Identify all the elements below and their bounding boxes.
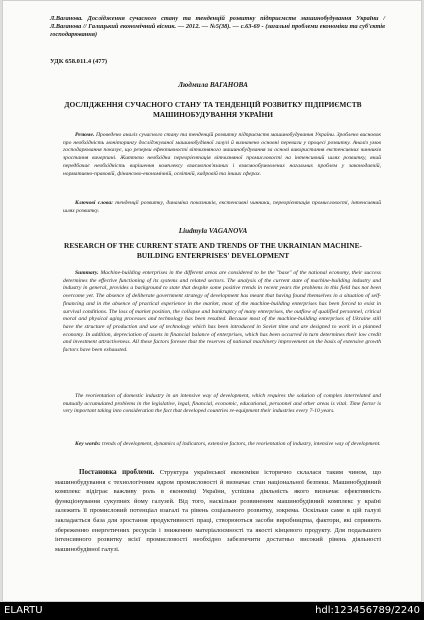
- english-keywords: [63, 441, 381, 449]
- english-author: Liudmyla VAGANOVA: [178, 227, 248, 235]
- english-keywords-text: trends of development, dynamics of indicators, extensive factors, the reorientation of industry, intensive way of development.: [102, 441, 381, 447]
- abstract-text: Проведено аналіз сучасного стану та тенденцій розвитку підприємств машинобудування України. Зроблено висновок про необхідність моніторингу досліджуваної машинобудівної галузі й визначено основні переваги у процесі розвитку. Аналіз умов господарювання показує, що резерви ефективності вітчизняного машинобудування за основі використання екстенсивних чинників зростання вичерпані. Життєво необхідна переорієнтація вітчизняної промисловості на інтенсивний шлях розвитку, який передбачає необхідність вирішення комплексу взаємопов'язаних і взаємообумовлених нагальних проблем у законодавчій, нормативно-правовій, фінансово-економічній, освітній, кадровій та інших сферах.: [63, 132, 381, 177]
- keywords-label: Ключові слова:: [75, 200, 114, 206]
- abstract-label: Резюме.: [75, 132, 95, 138]
- summary-text-p1: Machine-building enterprises in the different areas are considered to be the "base" of the national economy, their success determines the effective functioning of its systems and related sectors. The analysis of the current state of machine-building industry and industry in general, provides a background to state that despite some positive trends in recent years the problems in this field has not been overcome yet. The absence of deliberate government strategy of development has meant that having found themselves in a situation of self-financing and in the absence of practical experience in the market, most of the machine-building enterprises has been forced to exist in survival conditions. The loss of market position, the collapse and bankruptcy of many enterprises, the outflow of qualified personnel, critical moral and physical aging processes and technology has been resulted. Because most of the machine-building enterprises of Ukraine still have the structure of production and use of technology which has been introduced in Soviet time and are designed to work in a planned economy. In addition, depreciation of assets in financial balance of enterprises, which has been occurred in turn determines their low credit and investment attractiveness. All these factors foresee that the reserves of national machinery improvement on the basis of extensive growth factors have been exhausted.: [63, 270, 381, 354]
- footer-repository: ELARTU: [4, 605, 43, 616]
- ukrainian-keywords: [63, 200, 381, 215]
- ukrainian-abstract: [63, 132, 381, 178]
- body-paragraph: [55, 468, 381, 554]
- document-page: [2, 0, 422, 602]
- english-summary: [63, 270, 381, 355]
- citation-header: Л.Ваганова. Дослідження сучасного стану та тенденцій розвитку підприємств машинобудування України / Л.Ваганова // Галицький економічний вісник. — 2012. — №5(38). — с.63-69 - (загальні проблеми економіки та суб'єктів господарювання): [50, 15, 385, 38]
- english-summary-p2: The reorientation of domestic industry in an intensive way of development, which requires the solution of complex interrelated and mutually accumulated problems in the legislative, legal, financial, economic, educational, personnel and other areas is vital. Time factor is very important taking into consideration the fact that developed countries re-equipment their industries every 7-10 years.: [63, 393, 381, 415]
- footer-bar: [0, 602, 424, 620]
- body-label: Постановка проблеми.: [79, 468, 155, 476]
- ukrainian-title: ДОСЛІДЖЕННЯ СУЧАСНОГО СТАНУ ТА ТЕНДЕНЦІЙ РОЗВИТКУ ПІДПРИЄМСТВ МАШИНОБУДУВАННЯ УКРАЇНИ: [64, 100, 362, 119]
- ukrainian-author: Людмила ВАГАНОВА: [178, 81, 248, 89]
- udk-code: УДК 658.011.4 (477): [50, 58, 108, 65]
- body-text: Структура української економіки історично склалася таким чином, що машинобудування є технологічним ядром промисловості й визначає стан національної безпеки. Машинобудівний комплекс відіграє важливу роль в економіці України, успішна діяльність якого визначає ефективність функціонування сукупних йому галузей. Від того, наскільки розвиненим машинобудівний комплекс у країні залежить її промисловий потенціал взагалі та рівень соціального розвитку, зокрема. Оскільки саме в цій галузі закладається база для зростання продуктивності праці, створюються засоби виробництва, фактори, які сприяють збереженню енергетичних ресурсів і зниженню матеріалоємності та якості кінцевого продукту. Для подальшого інтенсивного розвитку всієї промисловості необхідно забезпечити достатньо високий рівень діяльності машинобудівної галузі.: [55, 469, 381, 553]
- english-keywords-label: Key words:: [75, 441, 101, 447]
- footer-handle: hdl:123456789/2240: [315, 605, 420, 616]
- keywords-text: тенденції розвитку, динаміка показників, екстенсивні чинники, переорієнтація промисловості, інтенсивний шлях розвитку.: [63, 200, 381, 214]
- summary-label: Summary.: [75, 270, 99, 276]
- english-title: RESEARCH OF THE CURRENT STATE AND TRENDS OF THE UKRAINIAN MACHINE-BUILDING ENTERPRISES' DEVELOPMENT: [64, 241, 362, 260]
